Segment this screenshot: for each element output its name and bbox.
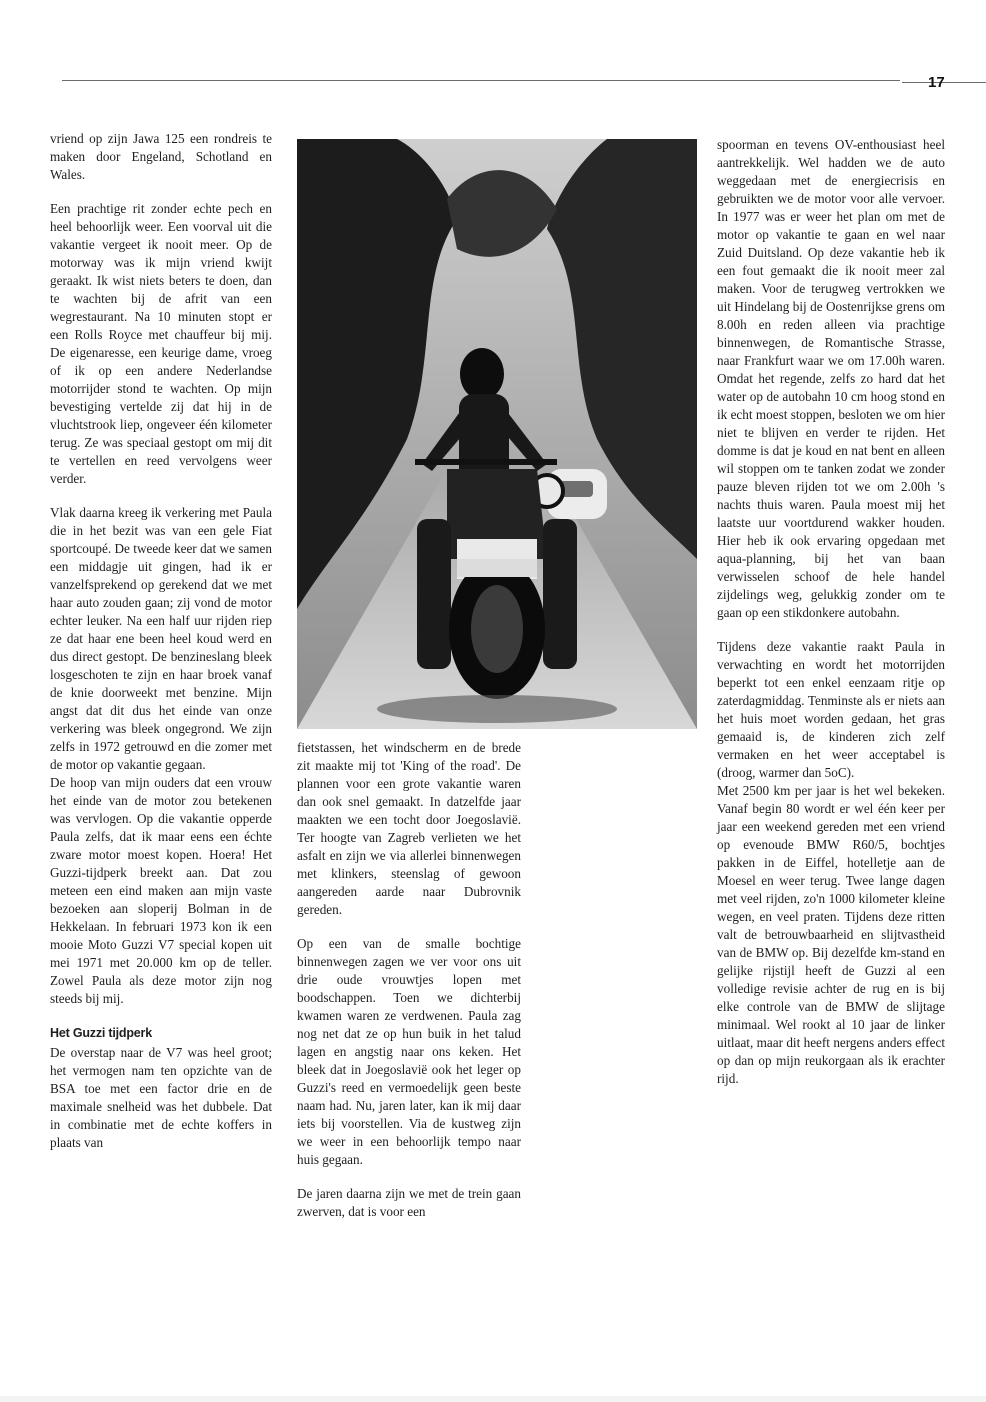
photo-image: [297, 139, 697, 729]
motorcycle-photo: [297, 139, 697, 729]
subheading: Het Guzzi tijdperk: [50, 1026, 152, 1040]
paragraph: Vlak daarna kreeg ik verkering met Paula die in het bezit was van een gele Fiat sportcoupé. De tweede keer dat we samen een middagje uit gingen, had ik er vanzelfsprekend op gerekend dat we met haar auto zouden gaan; zij vond de motor echter leuker. Na een half uur rijden riep ze dat haar ene been heel koud werd en dus direct gestopt. De benzineslang bleek losgeschoten te zijn en haar broek vanaf de knie doorweekt met benzine. Mijn angst dat dit dus het einde van onze verkering was bleek ongegrond. We zijn zelfs in 1972 getrouwd en die zomer met de motor op vakantie gegaan.: [50, 505, 272, 772]
paragraph: Een prachtige rit zonder echte pech en heel behoorlijk weer. Een voorval uit die vakantie vergeet ik nooit meer. Op de motorway was ik mijn vriend kwijt geraakt. Ik wist niets beters te doen, dan te wachten bij de afrit van een wegrestaurant. Na 10 minuten stopt er een Rolls Royce met chauffeur bij mij. De eigenaresse, een keurige dame, vroeg of ik op een andere Nederlandse motorrijder stond te wachten. Op mijn bevestiging vertelde zij dat hij in de vluchtstrook liep, ongeveer één kilometer terug. Ze was speciaal gestopt om mij dit te vertellen en reed vervolgens weer verder.: [50, 201, 272, 486]
text-column-3: [717, 136, 945, 1104]
paragraph: Op een van de smalle bochtige binnenwegen zagen we ver voor ons uit drie oude vrouwtjes lopen met boodschappen. Toen we dichterbij kwamen waren ze verdwenen. Paula zag nog net dat ze op hun buik in het talud lagen en angstig naar ons keken. Het bleek dat in Joegoslavië ook het leger op Guzzi's reed en vermoedelijk geen beste naam had. Nu, jaren later, kan ik mij daar iets bij voorstellen. Via de kustweg zijn we weer in een behoorlijk tempo naar huis gegaan.: [297, 936, 521, 1167]
header-rule: [62, 80, 900, 81]
paragraph: vriend op zijn Jawa 125 een rondreis te maken door Engeland, Schotland en Wales.: [50, 131, 272, 182]
scan-edge: [0, 1396, 986, 1402]
paragraph: De jaren daarna zijn we met de trein gaan zwerven, dat is voor een: [297, 1186, 521, 1219]
paragraph: De overstap naar de V7 was heel groot; het vermogen nam ten opzichte van de BSA toe met een factor drie en de maximale snelheid was het dubbele. Dat in combinatie met de echte koffers in plaats van: [50, 1045, 272, 1150]
text-column-2: [297, 739, 521, 1237]
paragraph: Tijdens deze vakantie raakt Paula in verwachting en wordt het motorrijden beperkt tot een enkel eenzaam ritje op zaterdagmiddag. Tenminste als er niets aan het huis moet worden gedaan, het gras gemaaid is, de kinderen zich zelf vermaken en het weer acceptabel is (droog, warmer dan 5oC).: [717, 639, 945, 780]
paragraph: De hoop van mijn ouders dat een vrouw het einde van de motor zou betekenen was vervlogen. Op die vakantie opperde Paula zelfs, dat ik maar eens een échte zware motor moest kopen. Hoera! Het Guzzi-tijdperk breekt aan. Dat zou meteen een eind maken aan mijn vaste bezoeken aan sloperij Bolman in de Hekkelaan. In februari 1973 kon ik een mooie Moto Guzzi V7 special kopen uit mei 1971 met 20.000 km op de teller. Zowel Paula als deze motor zijn nog steeds bij mij.: [50, 775, 272, 1006]
paragraph: Met 2500 km per jaar is het wel bekeken. Vanaf begin 80 wordt er wel één keer per jaar een weekend gereden met een vriend op evenoude BMW R60/5, bochtjes pakken in de Eiffel, hotelletje aan de Moesel en weer terug. Twee lange dagen met veel rijden, zo'n 1000 kilometer kleine wegen, en veel praten. Tijdens deze ritten valt de betrouwbaarheid en slijtvastheid van de BMW op. Bij dezelfde km-stand en gelijke rijstijl heeft de Guzzi al een volledige revisie achter de rug en is bij elke controle van de BMW de slijtage minimaal. Wel rookt al 10 jaar de linker uitlaat, maar dit heeft nergens anders effect op dan op mijn reukorgaan als ik erachter rijd.: [717, 783, 945, 1086]
page-number: 17: [928, 74, 945, 91]
paragraph: fietstassen, het windscherm en de brede zit maakte mij tot 'King of the road'. De plannen voor een grote vakantie waren dan ook snel gemaakt. In datzelfde jaar maakten we een tocht door Joegoslavië. Ter hoogte van Zagreb verlieten we het asfalt en zijn we via allerlei binnenwegen met klinkers, steenslag of gewoon aangereden aarde naar Dubrovnik gereden.: [297, 740, 521, 917]
text-column-1: [50, 130, 272, 1168]
paragraph: spoorman en tevens OV-enthousiast heel aantrekkelijk. Wel hadden we de auto weggedaan met de energiecrisis en gebruikten we de motor voor alle vervoer. In 1977 was er weer het plan om met de motor op vakantie te gaan en wel naar Zuid Duitsland. Op deze vakantie heb ik een fout gemaakt die ik nooit meer zal maken. Voor de terugweg vertrokken we uit Hindelang bij de Oostenrijkse grens om 8.00h en reden alleen via prachtige binnenwegen, de Romantische Strasse, naar Frankfurt waar we om 17.00h waren. Omdat het regende, zelfs zo hard dat het water op de autobahn 10 cm hoog stond en ik echt moest stoppen, besloten we om hier niet te blijven en verder te rijden. Het domme is dat je koud en nat bent en alleen wil stoppen om te tanken zodat we zonder pauze bleven rijden tot we om 2.00h 's nachts thuis waren. Paula moest mij het laatste uur voortdurend wakker houden. Hier heb ik ook ervaring opgedaan met aqua-planning, bij het van baan verwisselen schoof de hele handel zijdelings weg, gelukkig zonder om te gaan op een stikdonkere autobahn.: [717, 137, 945, 620]
